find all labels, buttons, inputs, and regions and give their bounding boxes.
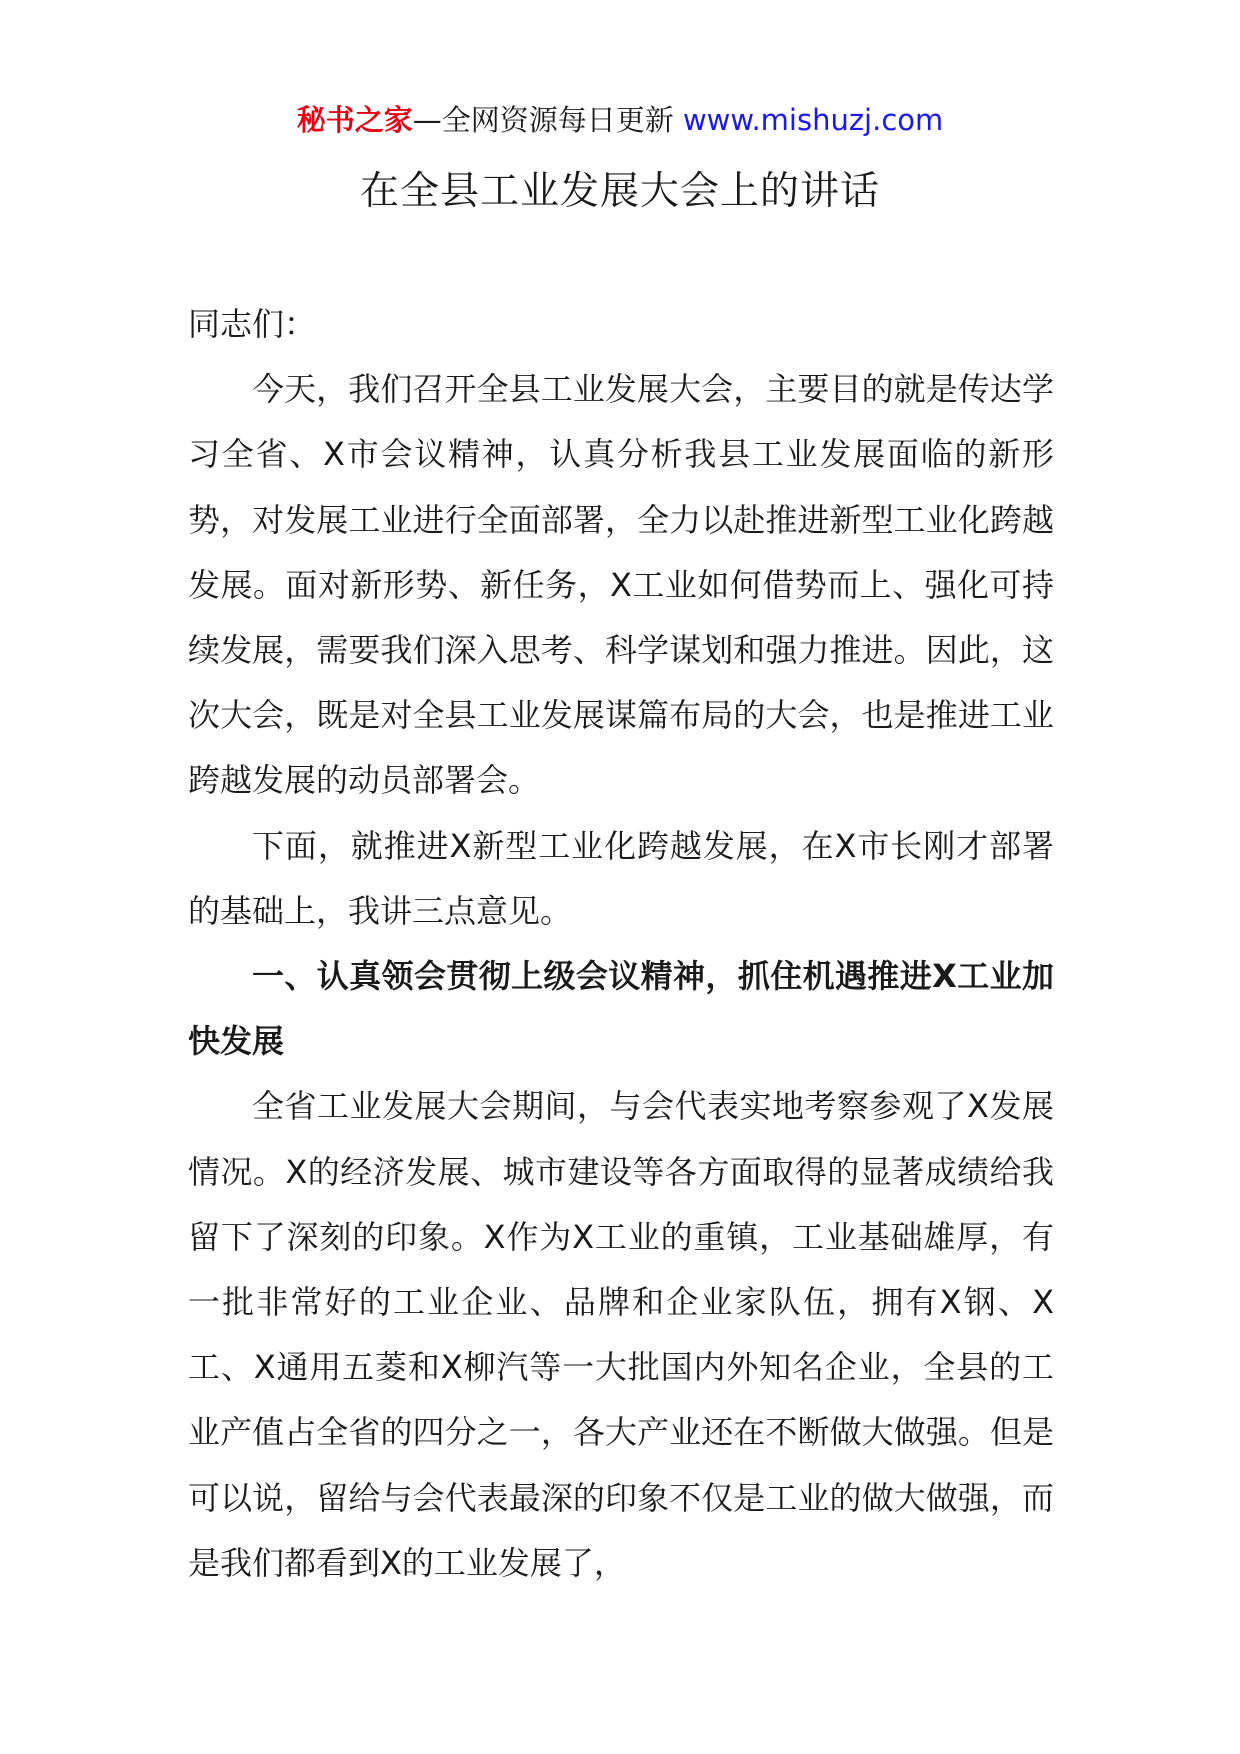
section-heading-1: 一、认真领会贯彻上级会议精神，抓住机遇推进X工业加快发展 [188,957,1054,1061]
document-body [188,292,1054,1596]
site-tagline: —全网资源每日更新 [412,103,683,137]
site-url-link[interactable]: www.mishuzj.com [682,103,944,137]
site-header [0,100,1240,140]
paragraph-outline: 下面，就推进X新型工业化跨越发展，在X市长刚才部署的基础上，我讲三点意见。 [188,826,1054,930]
site-brand: 秘书之家 [296,103,413,137]
document-title: 在全县工业发展大会上的讲话 [359,169,880,214]
paragraph-intro: 今天，我们召开全县工业发展大会，主要目的就是传达学习全省、X市会议精神，认真分析我县工业发展面临的新形势，对发展工业进行全面部署，全力以赴推进新型工业化跨越发展。面对新形势、新任务，X工业如何借势而上、强化可持续发展，需要我们深入思考、科学谋划和强力推进。因此，这次大会，既是对全县工业发展谋篇布局的大会，也是推进工业跨越发展的动员部署会。 [188,370,1054,800]
paragraph-section-1: 全省工业发展大会期间，与会代表实地考察参观了X发展情况。X的经济发展、城市建设等各方面取得的显著成绩给我留下了深刻的印象。X作为X工业的重镇，工业基础雄厚，有一批非常好的工业企业、品牌和企业家队伍，拥有X钢、X工、X通用五菱和X柳汽等一大批国内外知名企业，全县的工业产值占全省的四分之一，各大产业还在不断做大做强。但是可以说，留给与会代表最深的印象不仅是工业的做大做强，而是我们都看到X的工业发展了， [188,1087,1054,1582]
salutation: 同志们： [188,305,317,343]
